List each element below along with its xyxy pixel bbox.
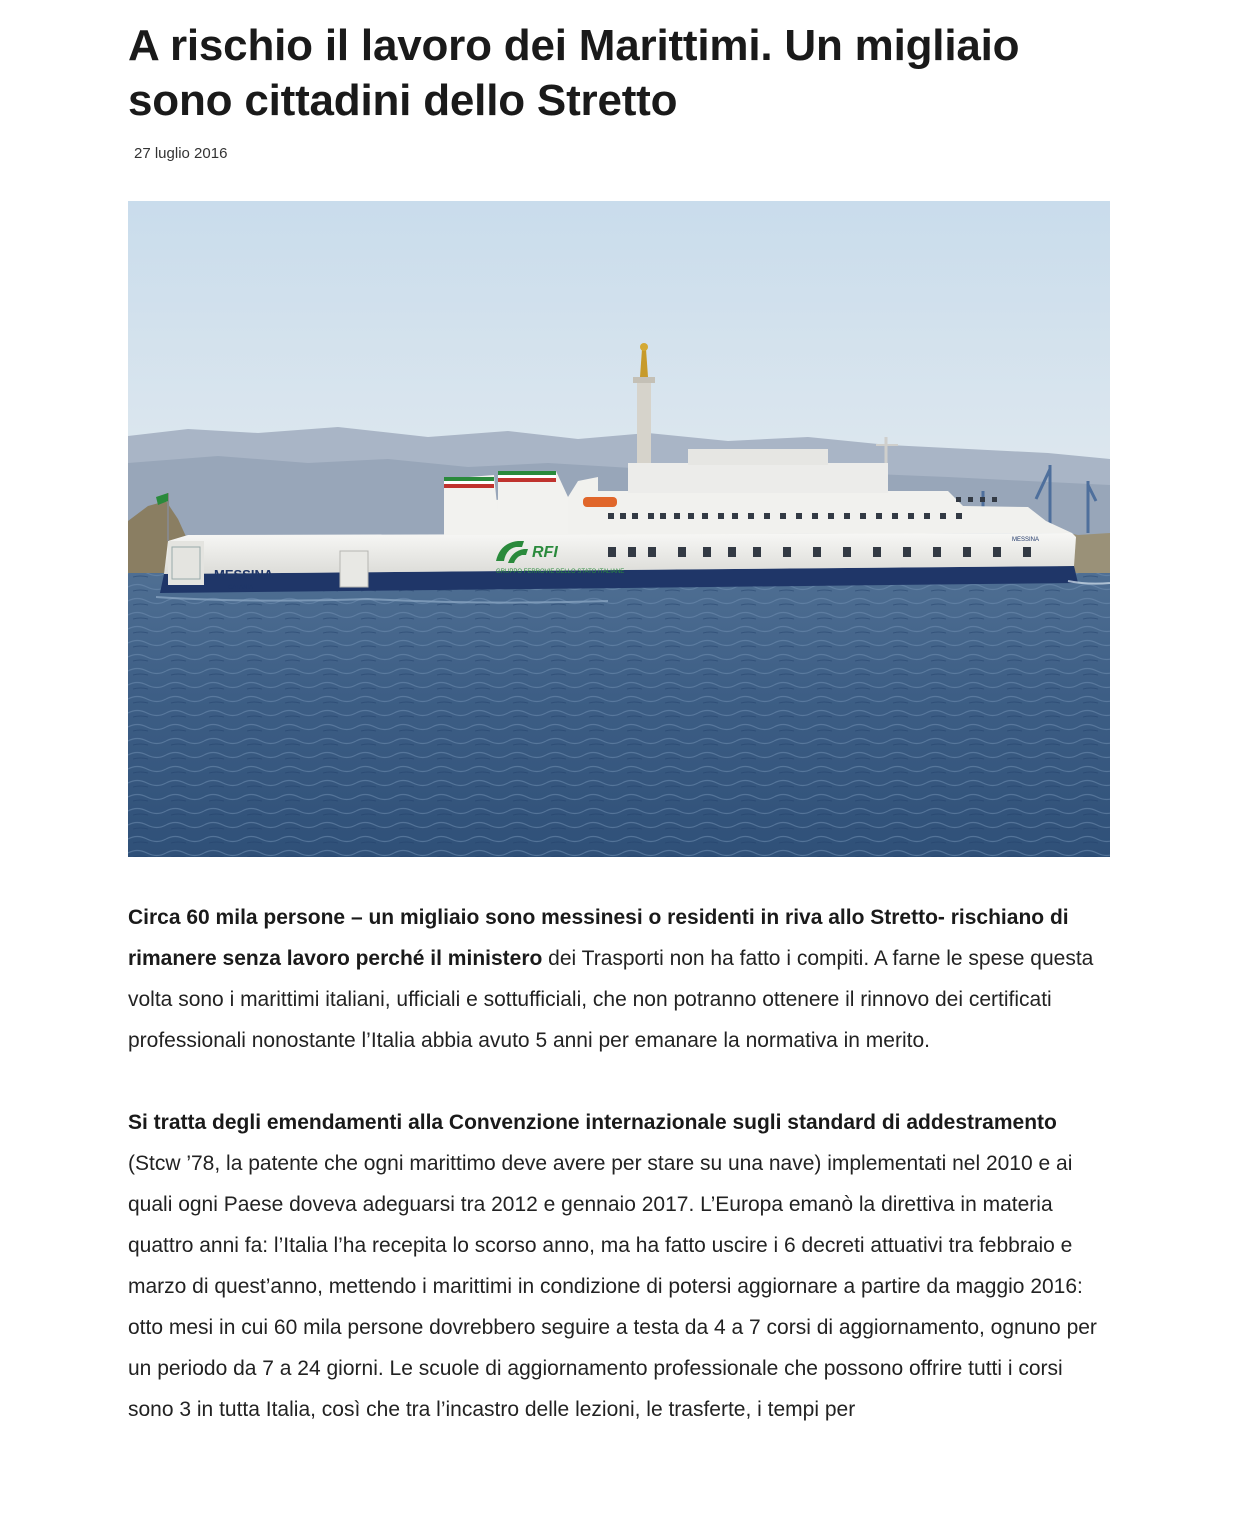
article-date: 27 luglio 2016	[134, 145, 228, 162]
paragraph-1-text: dei Trasporti non ha fatto i compiti. A farne le spese questa volta sono i marittimi italiani, ufficiali e sottufficiali, che non potranno ottenere il rinnovo dei certificati professionali nonostante l’Italia abbia avuto 5 anni per emanare la normativa in merito.	[128, 947, 1094, 1052]
paragraph-1	[128, 897, 1112, 1061]
ship-port: CATANIA	[228, 585, 254, 591]
ship-bow-name: MESSINA	[1012, 537, 1040, 543]
article-body	[128, 897, 1112, 1430]
article-title: A rischio il lavoro dei Marittimi. Un migliaio sono cittadini dello Stretto	[128, 21, 1020, 125]
paragraph-1-lead: Circa 60 mila persone – un migliaio sono messinesi o residenti in riva allo Stretto- rischiano di rimanere senza lavoro perché il ministero	[128, 906, 1069, 970]
paragraph-2-lead: Si tratta degli emendamenti alla Convenzione internazionale sugli standard di addestramento	[128, 1111, 1057, 1134]
paragraph-2-text: (Stcw ’78, la patente che ogni marittimo deve avere per stare su una nave) implementati nel 2010 e ai quali ogni Paese doveva adeguarsi tra 2012 e gennaio 2017. L’Europa emanò la direttiva in materia quattro anni fa: l’Italia l’ha recepita lo scorso anno, ma ha fatto uscire i 6 decreti attuativi tra febbraio e marzo di quest’anno, mettendo i marittimi in condizione di potersi aggiornare a partire da maggio 2016: otto mesi in cui 60 mila persone dovrebbero seguire a testa da 4 a 7 corsi di aggiornamento, ognuno per un periodo da 7 a 24 giorni. Le scuole di aggiornamento professionale che possono offrire tutti i corsi sono 3 in tutta Italia, così che tra l’incastro delle lezioni, le trasferte, i tempi per	[128, 1152, 1097, 1421]
ship-name: MESSINA	[214, 567, 274, 582]
ship-logo-text: RFI	[532, 544, 558, 561]
ship-logo-subtext: GRUPPO FERROVIE DELLO STATO ITALIANE	[496, 569, 625, 575]
paragraph-2	[128, 1102, 1112, 1430]
ferry-photo	[128, 201, 1110, 857]
